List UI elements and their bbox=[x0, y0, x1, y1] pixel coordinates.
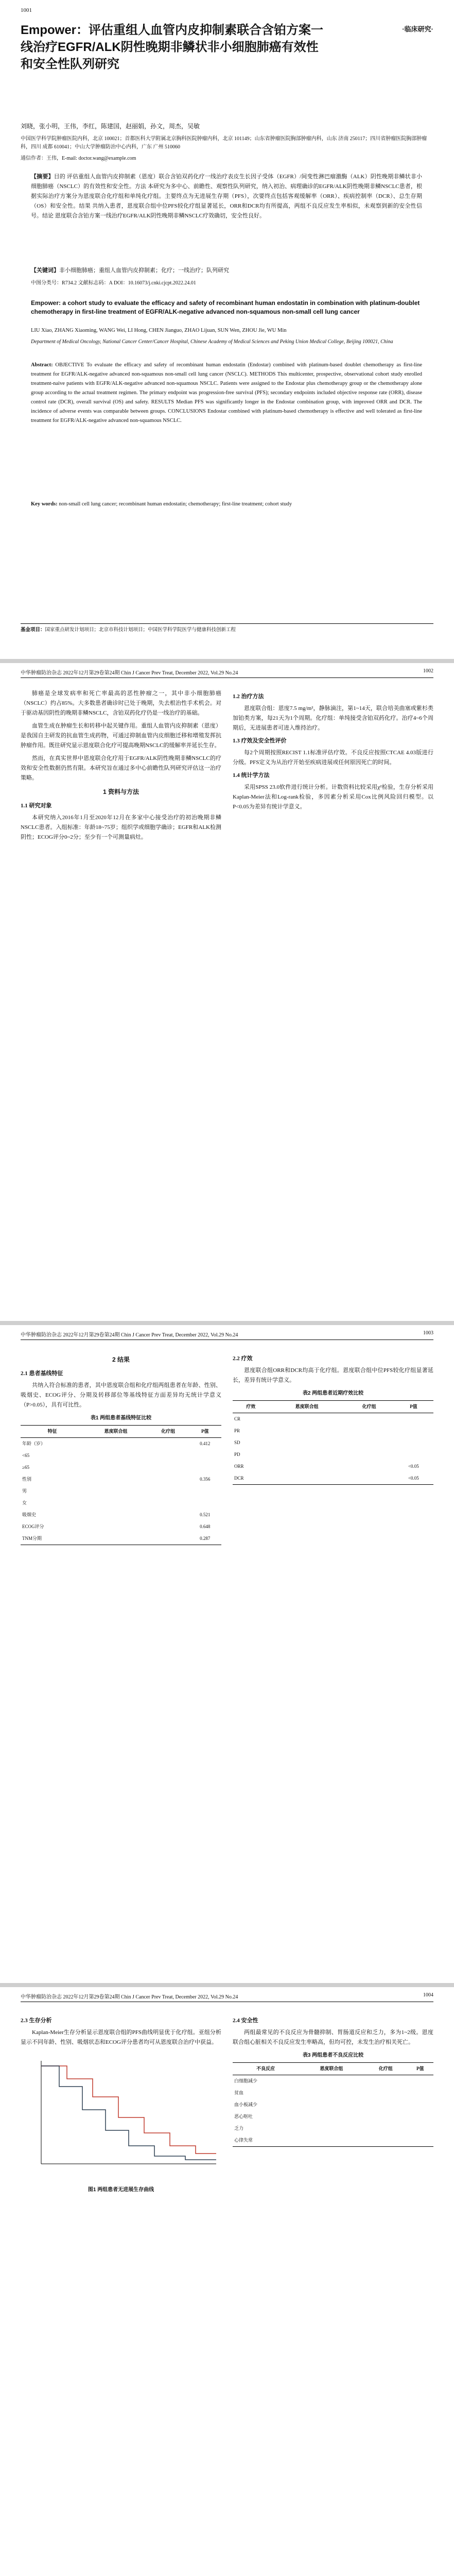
table-cell bbox=[84, 1450, 147, 1462]
table-row bbox=[233, 1449, 433, 1461]
section-heading: 2 结果 bbox=[112, 1356, 130, 1363]
table-cell: <0.05 bbox=[408, 1476, 419, 1481]
english-affiliation: Department of Medical Oncology, National Cancer Center/Cancer Hospital, Chinese Academy of Medical Sciences and Peking Union Medical College, Beijing 100021, China bbox=[31, 339, 393, 345]
paragraph: 本研究纳入2016年1月至2020年12月在多家中心接受治疗的初治晚期非鳞NSCLC患者。入组标准：年龄18~75岁；组织学或细胞学确诊；EGFR和ALK检测阴性；ECOG评分0~2分；至少有一个可测量病灶。 bbox=[21, 815, 221, 840]
table-cell bbox=[407, 2134, 433, 2147]
left-column bbox=[21, 2013, 221, 2200]
page-3 bbox=[0, 1325, 454, 1983]
en-keywords-label: Key words: bbox=[31, 501, 58, 507]
table-header-cell: P值 bbox=[410, 1404, 417, 1409]
table-cell bbox=[148, 1473, 189, 1485]
table-cell: 贫血 bbox=[234, 2090, 244, 2095]
running-header bbox=[21, 1992, 433, 2002]
en-abstract-text: OBJECTIVE To evaluate the efficacy and safety of recombinant human endostatin (Endostar) combined with platinum-based doublet chemotherapy as first-line treatment for EGFR/ALK-negative advanced non-squamous non-small cell lung cancer (NSCLC). METHODS This multicenter, prospective, observational cohort study enrolled treatment-naive patients with EGFR/ALK-negative advanced non-squamous NSCLC. Patients were assigned to the Endostar plus chemotherapy group or the chemotherapy alone group according to the actual treatment regimen. The primary endpoint was progression-free survival (PFS); secondary endpoints included objective response rate (ORR), disease control rate (DCR), overall survival (OS) and safety. RESULTS Median PFS was significantly longer in the Endostar combination group, with improved ORR and DCR. The incidence of adverse events was comparable between groups. CONCLUSIONS Endostar combined with platinum-based chemotherapy is effective and well tolerated as first-line treatment for EGFR/ALK-negative advanced non-squamous NSCLC. bbox=[31, 362, 422, 423]
paragraph: Kaplan-Meier生存分析显示恩度联合组的PFS曲线明显优于化疗组。亚组分析显示不同年龄、性别、吸烟状态和ECOG评分患者均可从恩度联合治疗中获益。 bbox=[21, 2029, 221, 2045]
table-header-cell: P值 bbox=[201, 1429, 209, 1434]
table-cell: 恶心呕吐 bbox=[234, 2114, 253, 2119]
table-cell bbox=[299, 2123, 364, 2134]
table-cell bbox=[148, 1521, 189, 1533]
table-cell bbox=[84, 1438, 147, 1450]
table-cell bbox=[364, 2099, 407, 2111]
english-authors: LIU Xiao, ZHANG Xiaoming, WANG Wei, LI Hong, CHEN Jianguo, ZHAO Lijuan, SUN Wen, ZHOU Jie, WU Min bbox=[31, 328, 287, 333]
keywords-text: 非小细胞肺癌；重组人血管内皮抑制素；化疗；一线治疗；队列研究 bbox=[59, 267, 229, 274]
table-cell bbox=[299, 2099, 364, 2111]
table-cell: PD bbox=[234, 1452, 240, 1457]
table-cell: 男 bbox=[22, 1488, 27, 1494]
table-cell bbox=[269, 1472, 345, 1485]
running-header-text: 中华肿瘤防治杂志 2022年12月第29卷第24期 Chin J Cancer Prev Treat, December 2022, Vol.29 No.24 bbox=[21, 1332, 238, 1338]
page-number: 1001 bbox=[21, 7, 32, 13]
baseline-table bbox=[21, 1425, 221, 1545]
table-cell: 吸烟史 bbox=[22, 1512, 37, 1517]
abstract-text: 目的 评估重组人血管内皮抑制素（恩度）联合含铂双药化疗一线治疗表皮生长因子受体（EGFR）/间变性淋巴瘤激酶（ALK）阴性晚期非鳞状非小细胞肺癌（NSCLC）的有效性和安全性。方法 本研究为多中心、前瞻性、观察性队列研究，纳入初治、病理确诊的EGFR/ALK阴性晚期非鳞NSCLC患者，根据实际治疗方案分为恩度联合化疗组和单纯化疗组。主要终点为无进展生存期（PFS），次要终点包括客观缓解率（ORR）、疾病控制率（DCR）、总生存期（OS）和安全性。结果 共纳入患者，恩度联合组中位PFS较化疗组显著延长，ORR和DCR均有所提高，两组不良反应发生率相似，未观察到新的安全性信号。结论 恩度联合含铂方案一线治疗EGFR/ALK阴性晚期非鳞NSCLC疗效确切，安全性良好。 bbox=[31, 174, 423, 219]
table-row bbox=[21, 1450, 221, 1462]
table-cell: ORR bbox=[234, 1464, 244, 1469]
paragraph: 肺癌是全球发病率和死亡率最高的恶性肿瘤之一，其中非小细胞肺癌（NSCLC）约占85%。大多数患者确诊时已处于晚期，失去根治性手术机会。对于驱动基因阴性的晚期非鳞NSCLC，含铂双药化疗仍是一线治疗的基础。 bbox=[21, 690, 221, 716]
table-cell: ECOG评分 bbox=[22, 1524, 44, 1529]
table-cell bbox=[299, 2075, 364, 2088]
table-row bbox=[21, 1533, 221, 1545]
table-row bbox=[233, 2111, 433, 2123]
table-cell bbox=[84, 1485, 147, 1497]
table-cell: ≥65 bbox=[22, 1465, 29, 1470]
table-cell bbox=[364, 2075, 407, 2088]
en-keywords-text: non-small cell lung cancer; recombinant human endostatin; chemotherapy; first-line treatment; cohort study bbox=[59, 501, 292, 507]
subsection-heading: 1.3 疗效及安全性评价 bbox=[233, 738, 287, 744]
table-header-cell: 恩度联合组 bbox=[104, 1429, 128, 1434]
right-column bbox=[233, 689, 433, 815]
table-cell bbox=[189, 1497, 221, 1509]
table-cell bbox=[364, 2111, 407, 2123]
page-2 bbox=[0, 663, 454, 1321]
table-cell bbox=[364, 2087, 407, 2099]
table-cell bbox=[189, 1462, 221, 1473]
page-number: 1003 bbox=[423, 1330, 433, 1336]
affiliations: 中国医学科学院肿瘤医院内科，北京 100021；首都医科大学附属北京胸科医院肿瘤内科，北京 101149；山东省肿瘤医院胸部肿瘤内科，山东 济南 250117；四川省肿瘤医院胸部肿瘤科，四川 成都 610041；中山大学肿瘤防治中心内科，广东 广州 510060 bbox=[21, 136, 427, 150]
table-row bbox=[21, 1521, 221, 1533]
table-row bbox=[233, 1437, 433, 1449]
table-cell: 女 bbox=[22, 1500, 27, 1505]
table-cell: 乏力 bbox=[234, 2126, 244, 2131]
table-row bbox=[233, 2075, 433, 2088]
english-title: Empower: a cohort study to evaluate the efficacy and safety of recombinant human endostatin in combination with platinum-doublet chemotherapy in first-line treatment of EGFR/ALK-negative advanced non-squamous non-small cell lung cancer bbox=[31, 299, 420, 315]
table-row bbox=[21, 1485, 221, 1497]
table-header-cell: 化疗组 bbox=[161, 1429, 176, 1434]
paragraph: 血管生成在肿瘤生长和转移中起关键作用。重组人血管内皮抑制素（恩度）是我国自主研发的抗血管生成药物，可通过抑制血管内皮细胞迁移和增殖发挥抗肿瘤作用。既往研究显示恩度联合化疗可提高晚期NSCLC的缓解率并延长生存。 bbox=[21, 723, 221, 749]
table-cell: 0.648 bbox=[200, 1524, 211, 1529]
table-cell bbox=[84, 1509, 147, 1521]
table-caption: 表1 两组患者基线特征比较 bbox=[90, 1415, 152, 1421]
table-cell bbox=[345, 1472, 394, 1485]
table-cell bbox=[189, 1485, 221, 1497]
table-cell: DCR bbox=[234, 1476, 244, 1481]
paragraph: 恩度联合组ORR和DCR均高于化疗组。恩度联合组中位PFS较化疗组显著延长，差异有统计学意义。 bbox=[233, 1367, 433, 1383]
table-cell: <65 bbox=[22, 1453, 30, 1458]
classification: 中图分类号：R734.2 文献标志码：A DOI：10.16073/j.cnki.cjcpt.2022.24.01 bbox=[31, 280, 196, 286]
corresponding-author: 通信作者：王伟，E-mail: doctor.wang@example.com bbox=[21, 156, 136, 161]
right-column bbox=[233, 2013, 433, 2147]
table-cell: 白细胞减少 bbox=[234, 2078, 258, 2083]
table-header-cell: P值 bbox=[416, 2066, 424, 2071]
running-header-text: 中华肿瘤防治杂志 2022年12月第29卷第24期 Chin J Cancer Prev Treat, December 2022, Vol.29 No.24 bbox=[21, 1994, 238, 2000]
table-header-cell: 化疗组 bbox=[362, 1404, 376, 1409]
table-cell bbox=[345, 1413, 394, 1426]
table-cell bbox=[84, 1462, 147, 1473]
table-cell bbox=[148, 1485, 189, 1497]
subsection-heading: 1.4 统计学方法 bbox=[233, 772, 270, 778]
adverse-events-table bbox=[233, 2062, 433, 2147]
table-cell bbox=[269, 1437, 345, 1449]
table-cell bbox=[269, 1461, 345, 1472]
page-number: 1004 bbox=[423, 1992, 433, 1998]
table-cell bbox=[299, 2111, 364, 2123]
page-4 bbox=[0, 1987, 454, 2576]
cn-keywords bbox=[31, 266, 422, 275]
paragraph: 每2个周期按照RECIST 1.1标准评估疗效。不良反应按照CTCAE 4.03版进行分级。PFS定义为从治疗开始至疾病进展或任何原因死亡的时间。 bbox=[233, 750, 433, 766]
table-cell bbox=[189, 1450, 221, 1462]
table-cell: 0.356 bbox=[200, 1477, 211, 1482]
running-header-text: 中华肿瘤防治杂志 2022年12月第29卷第24期 Chin J Cancer Prev Treat, December 2022, Vol.29 No.24 bbox=[21, 670, 238, 676]
subsection-heading: 1.1 研究对象 bbox=[21, 803, 52, 809]
page-number: 1002 bbox=[423, 668, 433, 674]
table-cell bbox=[148, 1533, 189, 1545]
author-list: 刘晓，张小明，王伟，李红，陈建国，赵丽娟，孙文，周杰，吴敏 bbox=[21, 123, 200, 130]
table-cell: 0.521 bbox=[200, 1512, 211, 1517]
table-cell: 0.287 bbox=[200, 1536, 211, 1541]
table-cell bbox=[345, 1437, 394, 1449]
funding-footnote bbox=[21, 623, 433, 634]
paragraph: 恩度联合组：恩度7.5 mg/m²，静脉滴注，第1~14天，联合培美曲塞或紫杉类加铂类方案，每21天为1个周期。化疗组：单纯接受含铂双药化疗。治疗4~6个周期后，无进展患者可进入维持治疗。 bbox=[233, 705, 433, 731]
paragraph: 然而，在真实世界中恩度联合化疗用于EGFR/ALK阴性晚期非鳞NSCLC的疗效和安全性数据仍然有限。本研究旨在通过多中心前瞻性队列研究评估这一治疗策略。 bbox=[21, 755, 221, 781]
subsection-heading: 2.3 生存分析 bbox=[21, 2018, 52, 2024]
paragraph: 两组最常见的不良反应为骨髓抑制、胃肠道反应和乏力，多为1~2级。恩度联合组心脏相关不良反应发生率略高，但均可控，未发生治疗相关死亡。 bbox=[233, 2029, 433, 2045]
figure-caption: 图1 两组患者无进展生存曲线 bbox=[88, 2187, 154, 2193]
table-cell: CR bbox=[234, 1416, 241, 1421]
table-row bbox=[21, 1497, 221, 1509]
table-cell bbox=[345, 1461, 394, 1472]
table-row bbox=[233, 1413, 433, 1426]
english-abstract bbox=[31, 361, 422, 426]
table-cell bbox=[299, 2087, 364, 2099]
table-cell bbox=[394, 1437, 433, 1449]
section-tag: ·临床研究· bbox=[402, 25, 433, 33]
table-cell bbox=[148, 1509, 189, 1521]
english-keywords bbox=[31, 500, 422, 509]
table-cell bbox=[269, 1449, 345, 1461]
running-header bbox=[21, 668, 433, 678]
table-cell bbox=[407, 2099, 433, 2111]
table-cell bbox=[269, 1413, 345, 1426]
table-cell bbox=[407, 2087, 433, 2099]
table-cell: 年龄（岁） bbox=[22, 1441, 46, 1446]
table-row bbox=[233, 2099, 433, 2111]
table-header-cell: 特征 bbox=[47, 1429, 57, 1434]
table-header-cell: 化疗组 bbox=[378, 2066, 393, 2071]
table-cell bbox=[407, 2075, 433, 2088]
table-cell bbox=[364, 2123, 407, 2134]
table-cell bbox=[269, 1425, 345, 1437]
table-row bbox=[233, 2123, 433, 2134]
table-cell bbox=[394, 1425, 433, 1437]
table-cell bbox=[394, 1413, 433, 1426]
table-row bbox=[233, 2134, 433, 2147]
section-heading: 1 资料与方法 bbox=[102, 788, 139, 795]
efficacy-table bbox=[233, 1400, 433, 1485]
table-cell: 0.412 bbox=[200, 1441, 211, 1446]
running-header bbox=[21, 1330, 433, 1340]
table-row bbox=[233, 1425, 433, 1437]
survival-curve-figure bbox=[21, 2050, 221, 2179]
en-abstract-label: Abstract: bbox=[31, 362, 53, 368]
table-cell: SD bbox=[234, 1440, 240, 1445]
right-column bbox=[233, 1351, 433, 1485]
funding-label: 基金项目： bbox=[21, 628, 45, 633]
page-1 bbox=[0, 0, 454, 659]
table-cell bbox=[84, 1497, 147, 1509]
funding-text: 国家重点研发计划项目；北京市科技计划项目；中国医学科学院医学与健康科技创新工程 bbox=[45, 628, 236, 633]
table-cell: TNM分期 bbox=[22, 1536, 42, 1541]
table-cell: PR bbox=[234, 1428, 240, 1433]
paragraph: 共纳入符合标准的患者，其中恩度联合组和化疗组两组患者在年龄、性别、吸烟史、ECOG评分、分期及转移部位等基线特征方面差异均无统计学意义（P>0.05），具有可比性。 bbox=[21, 1382, 221, 1408]
table-header-cell: 不良反应 bbox=[256, 2066, 275, 2071]
table-cell: <0.05 bbox=[408, 1464, 419, 1469]
table-cell bbox=[84, 1521, 147, 1533]
table-cell bbox=[148, 1438, 189, 1450]
subsection-heading: 2.1 患者基线特征 bbox=[21, 1370, 63, 1377]
article-title: Empower：评估重组人血管内皮抑制素联合含铂方案一线治疗EGFR/ALK阴性晚期非鳞状非小细胞肺癌有效性和安全性队列研究 bbox=[21, 23, 324, 71]
subsection-heading: 2.4 安全性 bbox=[233, 2018, 258, 2024]
left-column bbox=[21, 1351, 221, 1545]
table-row bbox=[21, 1509, 221, 1521]
table-caption: 表3 两组患者不良反应比较 bbox=[302, 2053, 364, 2058]
table-cell bbox=[345, 1425, 394, 1437]
table-row bbox=[233, 2087, 433, 2099]
table-row bbox=[233, 1461, 433, 1472]
table-cell bbox=[148, 1462, 189, 1473]
table-cell bbox=[345, 1449, 394, 1461]
table-cell bbox=[407, 2123, 433, 2134]
keywords-label: 【关键词】 bbox=[31, 267, 59, 274]
table-cell bbox=[394, 1449, 433, 1461]
subsection-heading: 1.2 治疗方法 bbox=[233, 693, 264, 700]
abstract-label: 【摘要】 bbox=[31, 174, 54, 180]
table-cell: 性别 bbox=[22, 1477, 32, 1482]
table-row bbox=[21, 1473, 221, 1485]
table-header-cell: 疗效 bbox=[246, 1404, 256, 1409]
paragraph: 采用SPSS 23.0软件进行统计分析。计数资料比较采用χ²检验，生存分析采用Kaplan-Meier法和Log-rank检验，多因素分析采用Cox比例风险回归模型。以P<0.05为差异有统计学意义。 bbox=[233, 784, 433, 810]
table-cell bbox=[84, 1533, 147, 1545]
table-header-cell: 恩度联合组 bbox=[320, 2066, 343, 2071]
table-cell: 血小板减少 bbox=[234, 2102, 258, 2107]
table-caption: 表2 两组患者近期疗效比较 bbox=[302, 1391, 364, 1396]
table-cell bbox=[407, 2111, 433, 2123]
table-cell bbox=[299, 2134, 364, 2147]
table-cell bbox=[148, 1497, 189, 1509]
table-row bbox=[233, 1472, 433, 1485]
table-cell bbox=[364, 2134, 407, 2147]
table-row bbox=[21, 1438, 221, 1450]
left-column bbox=[21, 689, 221, 845]
table-header-cell: 恩度联合组 bbox=[295, 1404, 319, 1409]
cn-abstract bbox=[31, 172, 422, 221]
table-cell bbox=[148, 1450, 189, 1462]
subsection-heading: 2.2 疗效 bbox=[233, 1355, 253, 1362]
table-cell bbox=[84, 1473, 147, 1485]
table-cell: 心律失常 bbox=[234, 2138, 253, 2143]
table-row bbox=[21, 1462, 221, 1473]
